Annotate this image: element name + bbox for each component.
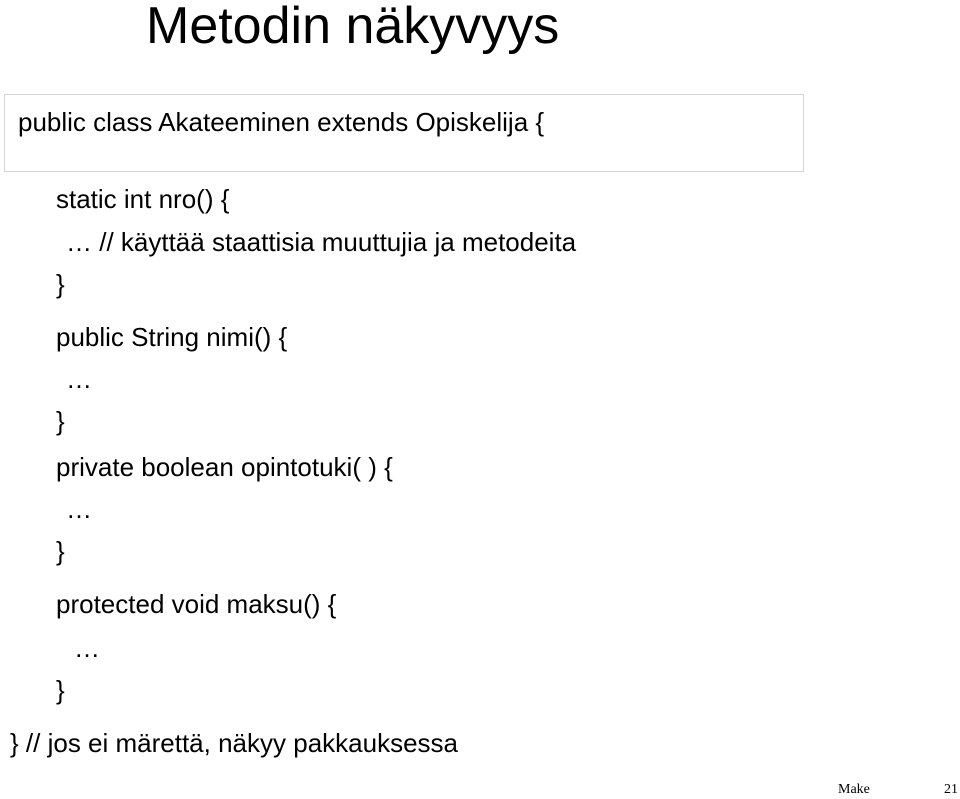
code-line-protected-body: … <box>74 633 100 663</box>
slide-title: Metodin näkyvyys <box>146 0 560 55</box>
code-line-private-method: private boolean opintotuki( ) { <box>56 452 393 482</box>
code-line-private-close: } <box>56 536 65 566</box>
code-line-private-body: … <box>66 494 92 524</box>
footer-label: Make <box>838 782 870 797</box>
footer-page-number: 21 <box>944 782 958 797</box>
code-line-static-method: static int nro() { <box>56 184 230 214</box>
code-line-public-method: public String nimi() { <box>56 322 288 352</box>
class-declaration: public class Akateeminen extends Opiskelija { <box>18 107 545 137</box>
code-line-class-close-comment: } // jos ei märettä, näkyy pakkauksessa <box>10 728 458 758</box>
code-line-static-close: } <box>56 269 65 299</box>
class-declaration-box <box>4 94 804 172</box>
code-line-public-body: … <box>66 364 92 394</box>
code-line-protected-close: } <box>56 675 65 705</box>
code-line-public-close: } <box>56 406 65 436</box>
code-line-static-comment: … // käyttää staattisia muuttujia ja metodeita <box>66 227 577 257</box>
code-line-protected-method: protected void maksu() { <box>56 589 337 619</box>
